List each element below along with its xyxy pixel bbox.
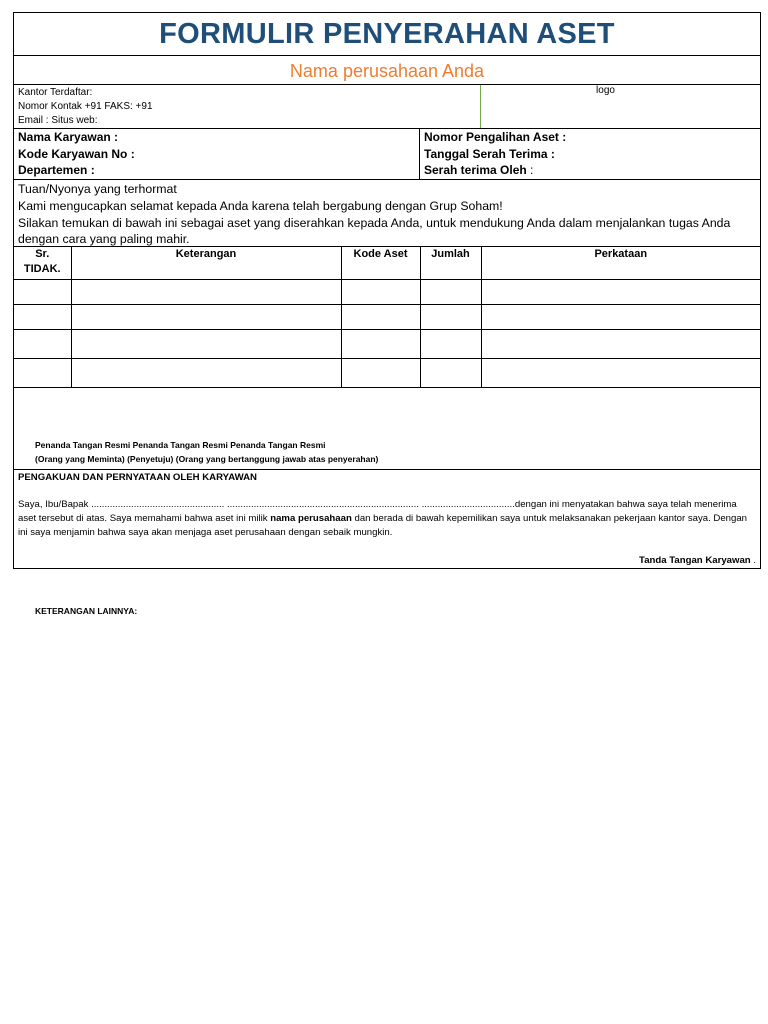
department-label: Departemen : xyxy=(18,163,95,177)
table-cell[interactable] xyxy=(420,358,481,387)
signatory-roles: (Orang yang Meminta) (Penyetuju) (Orang yang bertanggung jawab atas penyerahan) xyxy=(35,454,379,464)
greeting-instructions: Silakan temukan di bawah ini sebagai aset yang diserahkan kepada Anda, untuk mendukung Anda dalam menjalankan tugas Anda dengan cara yang paling mahir. xyxy=(18,215,731,247)
table-cell[interactable] xyxy=(420,304,481,329)
handover-by-colon: : xyxy=(526,163,534,177)
greeting-salutation: Tuan/Nyonya yang terhormat xyxy=(18,182,177,196)
handover-date-label: Tanggal Serah Terima : xyxy=(424,146,555,161)
col-header-remarks: Perkataan xyxy=(481,247,760,279)
form-title: FORMULIR PENYERAHAN ASET xyxy=(159,18,615,50)
employee-details xyxy=(14,129,420,179)
table-cell[interactable] xyxy=(71,304,341,329)
acknowledgement-body: Saya, Ibu/Bapak .................................................. ........................................................................ ...................................dengan ini menyatakan bahwa saya telah menerima aset tersebut di atas. Saya memahami bahwa aset ini milik nama perusahaan dan berada di bawah kepemilikan saya untuk melaksanakan pekerjaan kantor saya. Dengan ini saya menjamin bahwa saya akan menjaga aset perusahaan dengan sebaik mungkin. xyxy=(18,499,748,538)
acknowledgement-title: PENGAKUAN DAN PERNYATAAN OLEH KARYAWAN xyxy=(18,472,257,483)
table-cell[interactable] xyxy=(71,279,341,304)
employee-name-label: Nama Karyawan : xyxy=(18,130,119,144)
employee-code-label: Kode Karyawan No : xyxy=(18,146,135,161)
asset-table xyxy=(14,247,760,387)
table-cell[interactable] xyxy=(341,279,420,304)
asset-table-row xyxy=(14,247,760,388)
acknowledgement-section xyxy=(14,470,760,568)
email-website: Email : Situs web: xyxy=(18,115,98,126)
table-cell[interactable] xyxy=(14,329,71,358)
company-name-bold: nama perusahaan xyxy=(270,513,352,524)
col-header-quantity: Jumlah xyxy=(420,247,481,279)
office-address: Kantor Terdaftar: xyxy=(18,87,93,98)
company-row xyxy=(14,56,760,85)
contact-number: Nomor Kontak +91 FAKS: +91 xyxy=(18,101,153,112)
handover-by-label: Serah terima Oleh xyxy=(424,163,527,177)
table-cell[interactable] xyxy=(481,304,760,329)
table-cell[interactable] xyxy=(420,279,481,304)
table-cell[interactable] xyxy=(71,358,341,387)
greeting-text xyxy=(14,180,760,247)
contact-row xyxy=(14,85,760,129)
table-row xyxy=(14,358,760,387)
table-cell[interactable] xyxy=(481,358,760,387)
table-cell[interactable] xyxy=(14,304,71,329)
table-cell[interactable] xyxy=(341,358,420,387)
other-notes-label: KETERANGAN LAINNYA: xyxy=(35,606,138,616)
asset-handover-form xyxy=(13,12,761,569)
greeting-welcome: Kami mengucapkan selamat kepada Anda karena telah bergabung dengan Grup Soham! xyxy=(18,198,503,213)
table-row xyxy=(14,304,760,329)
table-cell[interactable] xyxy=(341,329,420,358)
signatory-titles: Penanda Tangan Resmi Penanda Tangan Resmi Penanda Tangan Resmi xyxy=(35,440,326,450)
col-header-asset-code: Kode Aset xyxy=(341,247,420,279)
employee-signature-label: Tanda Tangan Karyawan . xyxy=(639,555,756,566)
table-cell[interactable] xyxy=(341,304,420,329)
form-title-row xyxy=(14,13,760,56)
company-name: Nama perusahaan Anda xyxy=(289,61,485,81)
transfer-number-label: Nomor Pengalihan Aset : xyxy=(424,130,567,144)
logo-placeholder xyxy=(481,85,760,128)
table-row xyxy=(14,279,760,304)
asset-table-header xyxy=(14,247,760,279)
transfer-details xyxy=(420,129,760,179)
table-row xyxy=(14,329,760,358)
table-cell[interactable] xyxy=(481,329,760,358)
col-header-description: Keterangan xyxy=(71,247,341,279)
col-header-sr: Sr. TIDAK. xyxy=(14,247,71,279)
logo-label: logo xyxy=(596,85,615,96)
table-cell[interactable] xyxy=(420,329,481,358)
handover-by-field xyxy=(424,162,760,179)
employee-info-row xyxy=(14,129,760,180)
table-cell[interactable] xyxy=(71,329,341,358)
table-cell[interactable] xyxy=(481,279,760,304)
contact-info xyxy=(14,85,481,128)
signatories-section xyxy=(14,388,760,470)
table-cell[interactable] xyxy=(14,358,71,387)
table-cell[interactable] xyxy=(14,279,71,304)
